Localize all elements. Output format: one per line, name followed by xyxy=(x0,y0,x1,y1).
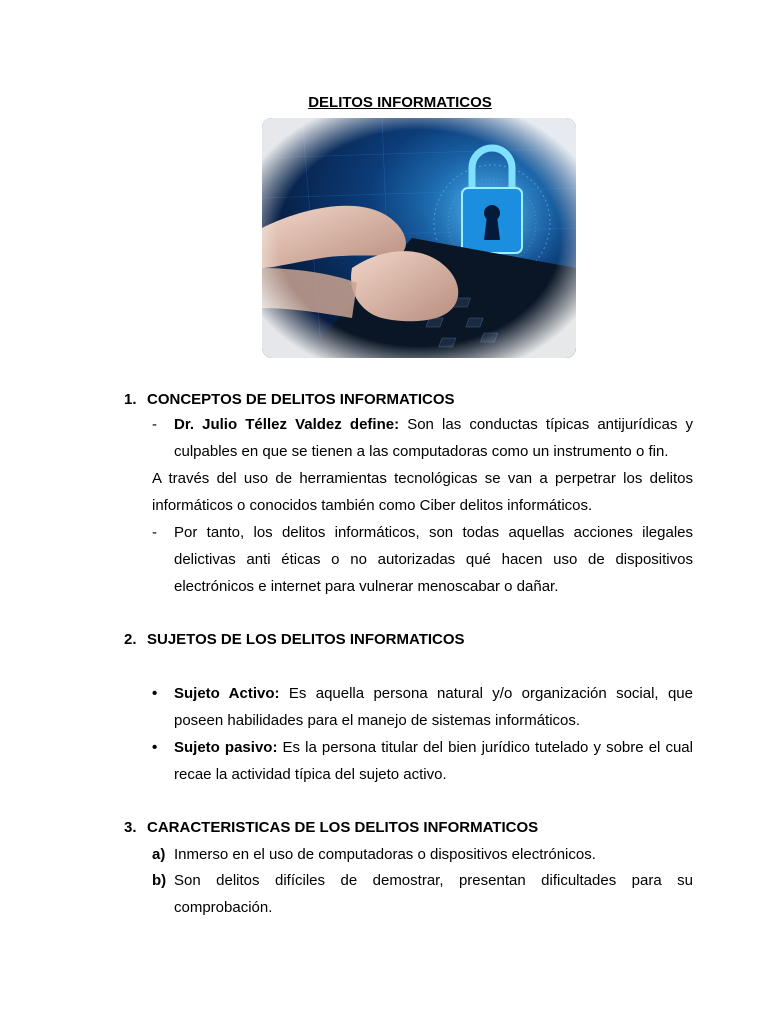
section-heading-text: CONCEPTOS DE DELITOS INFORMATICOS xyxy=(147,391,455,408)
item-text: Por tanto, los delitos informáticos, son todas aquellas acciones ilegales delictivas anti éticas o no autorizadas qué hacen uso de dispositivos electrónicos e internet para vulnerar menoscabar o dañar. xyxy=(174,524,693,595)
section-heading-text: SUJETOS DE LOS DELITOS INFORMATICOS xyxy=(147,631,465,648)
dash-marker: - xyxy=(152,416,157,433)
list-item xyxy=(152,519,693,600)
section-heading-2 xyxy=(124,631,465,648)
letter-marker: b) xyxy=(152,872,167,889)
bold-lead: Sujeto pasivo: xyxy=(174,739,278,756)
item-text: Son las conductas típicas antijurídicas y culpables en que se tienen a las computadoras como un instrumento o fin. xyxy=(174,416,693,460)
item-text: Inmerso en el uso de computadoras o dispositivos electrónicos. xyxy=(174,846,596,863)
bullet-marker: • xyxy=(152,685,158,702)
bold-lead: Sujeto Activo: xyxy=(174,685,280,702)
section-heading-1 xyxy=(124,391,455,408)
list-item xyxy=(152,867,693,921)
list-item xyxy=(152,680,693,734)
section-heading-3 xyxy=(124,819,538,836)
document-title: DELITOS INFORMATICOS xyxy=(308,94,492,111)
item-text: Es aquella persona natural y/o organización social, que poseen habilidades para el manejo de sistemas informáticos. xyxy=(174,685,693,729)
list-item xyxy=(152,841,693,868)
item-text: Son delitos difíciles de demostrar, presentan dificultades para su comprobación. xyxy=(174,872,693,916)
padlock-keyboard-illustration xyxy=(262,118,576,358)
bullet-marker: • xyxy=(152,739,158,756)
section-heading-text: CARACTERISTICAS DE LOS DELITOS INFORMATICOS xyxy=(147,819,539,836)
cyber-security-image xyxy=(262,118,576,358)
list-item xyxy=(152,734,693,788)
item-text: Es la persona titular del bien jurídico tutelado y sobre el cual recae la actividad típica del sujeto activo. xyxy=(174,739,693,783)
paragraph: A través del uso de herramientas tecnológicas se van a perpetrar los delitos informáticos o conocidos también como Ciber delitos informáticos. xyxy=(152,470,693,514)
list-item xyxy=(152,411,693,465)
section-number: 1. xyxy=(124,391,137,408)
section-number: 2. xyxy=(124,631,137,648)
bold-lead: Dr. Julio Téllez Valdez define: xyxy=(174,416,400,433)
letter-marker: a) xyxy=(152,846,166,863)
section-number: 3. xyxy=(124,819,137,836)
dash-marker: - xyxy=(152,524,157,541)
